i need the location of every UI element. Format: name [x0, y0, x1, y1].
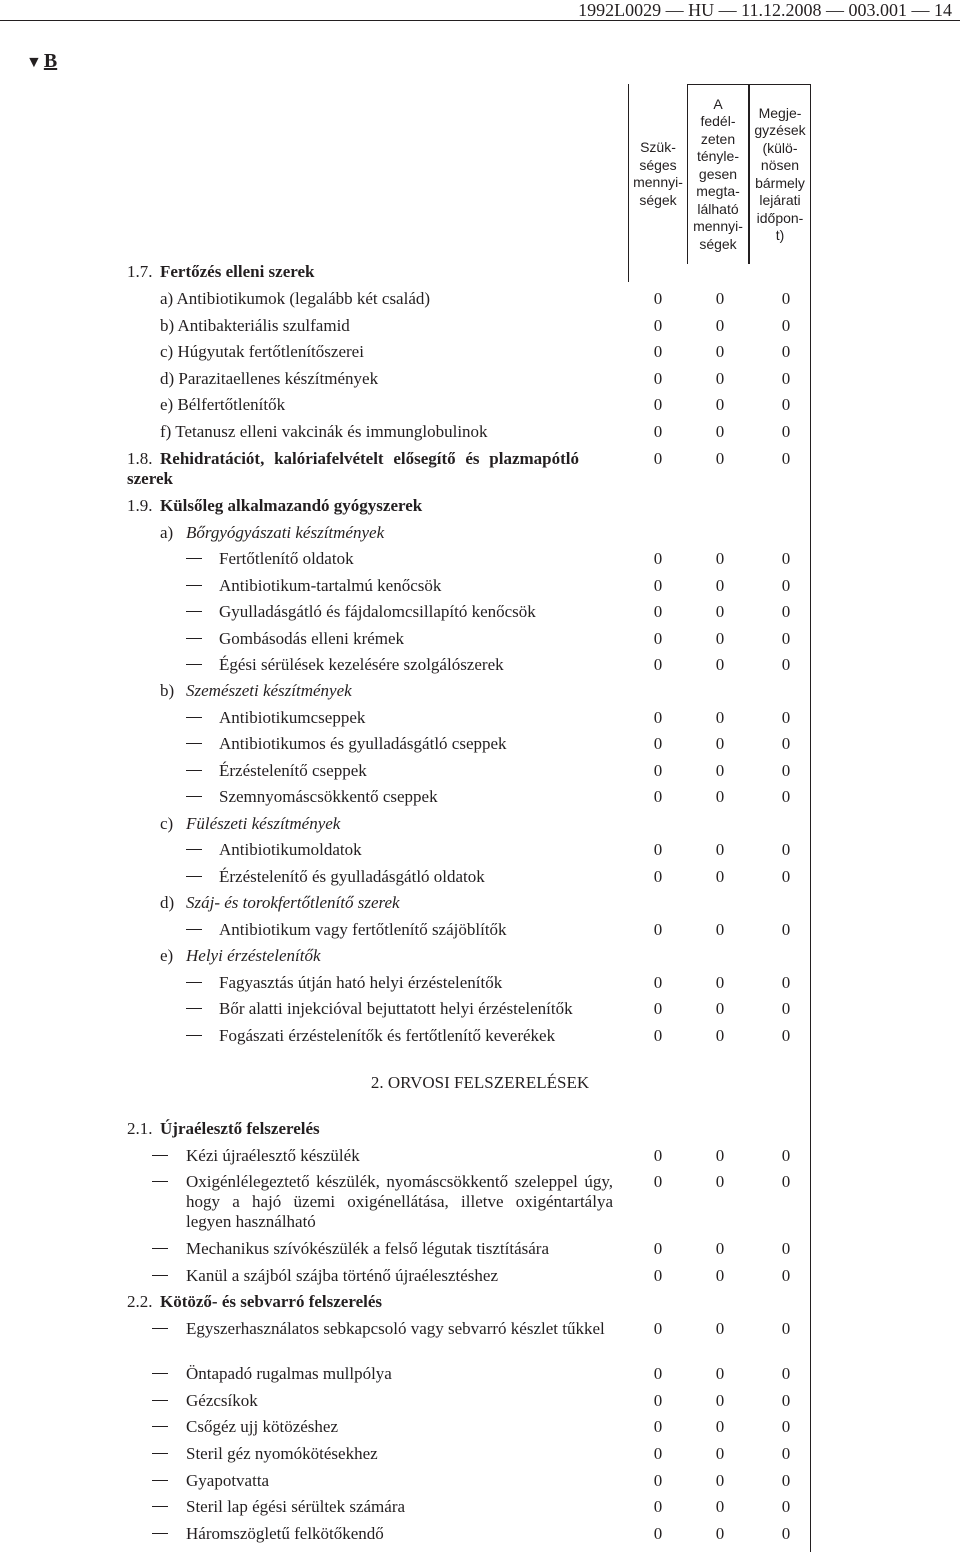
quantity-value: 0	[653, 1497, 663, 1516]
quantity-value: 0	[781, 1444, 791, 1463]
item-label: Oxigénlélegeztető készülék, nyomáscsökkentő szeleppel úgy, hogy a hajó üzemi oxigénellátása, illetve oxigéntartálya legyen használható	[186, 1172, 613, 1231]
dash-bullet	[186, 770, 202, 771]
item-label: Háromszögletű felkötőkendő	[186, 1524, 384, 1543]
item-label: Fogászati érzéstelenítők és fertőtlenítő keverékek	[219, 1026, 556, 1045]
dash-bullet	[186, 1008, 202, 1009]
quantity-value: 0	[653, 449, 663, 468]
quantity-value: 0	[715, 708, 725, 727]
item-label: Antibiotikum-tartalmú kenőcsök	[219, 576, 442, 595]
quantity-value: 0	[653, 655, 663, 674]
quantity-value: 0	[653, 1319, 663, 1338]
quantity-value: 0	[781, 999, 791, 1018]
document-reference-header: 1992L0029 — HU — 11.12.2008 — 003.001 — 14	[0, 0, 960, 21]
dash-bullet	[152, 1480, 168, 1481]
quantity-value: 0	[781, 602, 791, 621]
subsection-title: Helyi érzéstelenítők	[186, 946, 321, 965]
quantity-value: 0	[653, 576, 663, 595]
quantity-value: 0	[653, 1524, 663, 1543]
quantity-value: 0	[715, 999, 725, 1018]
dash-bullet	[152, 1400, 168, 1401]
dash-bullet	[186, 664, 202, 665]
quantity-value: 0	[653, 1364, 663, 1383]
quantity-value: 0	[653, 422, 663, 441]
quantity-value: 0	[781, 395, 791, 414]
item-label: Égési sérülések kezelésére szolgálószerek	[219, 655, 504, 674]
quantity-value: 0	[653, 1471, 663, 1490]
item-label: e) Bélfertőtlenítők	[160, 395, 286, 414]
quantity-value: 0	[715, 761, 725, 780]
section-number: 2.2.	[127, 1292, 153, 1311]
quantity-value: 0	[781, 1319, 791, 1338]
section-title: Fertőzés elleni szerek	[160, 262, 315, 281]
item-label: a) Antibiotikumok (legalább két család)	[160, 289, 431, 308]
quantity-value: 0	[715, 629, 725, 648]
dash-bullet	[186, 982, 202, 983]
item-label: Antibiotikumcseppek	[219, 708, 366, 727]
item-label: Kézi újraélesztő készülék	[186, 1146, 360, 1165]
quantity-value: 0	[715, 1239, 725, 1258]
section-number: 1.7.	[127, 262, 153, 281]
quantity-value: 0	[715, 342, 725, 361]
quantity-value: 0	[781, 708, 791, 727]
quantity-value: 0	[653, 867, 663, 886]
quantity-value: 0	[781, 289, 791, 308]
item-label: Mechanikus szívókészülék a felső légutak tisztítására	[186, 1239, 550, 1258]
dash-bullet	[152, 1155, 168, 1156]
dash-bullet	[186, 611, 202, 612]
item-label: Gézcsíkok	[186, 1391, 258, 1410]
item-label: Gyapotvatta	[186, 1471, 270, 1490]
quantity-value: 0	[653, 999, 663, 1018]
quantity-value: 0	[653, 920, 663, 939]
subsection-letter: a)	[160, 523, 174, 542]
quantity-value: 0	[715, 549, 725, 568]
dash-bullet	[152, 1181, 168, 1182]
item-label: Kanül a szájból szájba történő újraélesztéshez	[186, 1266, 499, 1285]
item-label: Antibiotikumos és gyulladásgátló cseppek	[219, 734, 507, 753]
quantity-value: 0	[715, 316, 725, 335]
quantity-value: 0	[781, 1146, 791, 1165]
dash-bullet	[186, 717, 202, 718]
section-title: Külsőleg alkalmazandó gyógyszerek	[160, 496, 423, 515]
quantity-value: 0	[653, 1391, 663, 1410]
quantity-value: 0	[715, 1026, 725, 1045]
column-header-required: Szük- séges mennyi- ségek	[628, 84, 687, 264]
quantity-value: 0	[715, 840, 725, 859]
quantity-value: 0	[781, 1239, 791, 1258]
quantity-value: 0	[653, 549, 663, 568]
quantity-value: 0	[715, 1319, 725, 1338]
item-label: Fagyasztás útján ható helyi érzéstelenítők	[219, 973, 503, 992]
section-number: 1.9.	[127, 496, 153, 515]
quantity-value: 0	[715, 920, 725, 939]
quantity-value: 0	[653, 1266, 663, 1285]
quantity-value: 0	[781, 549, 791, 568]
quantity-value: 0	[781, 422, 791, 441]
quantity-value: 0	[715, 1471, 725, 1490]
quantity-value: 0	[781, 840, 791, 859]
subsection-title: Szemészeti készítmények	[186, 681, 352, 700]
item-label: c) Húgyutak fertőtlenítőszerei	[160, 342, 364, 361]
item-label: Antibiotikumoldatok	[219, 840, 362, 859]
dash-bullet	[186, 796, 202, 797]
quantity-value: 0	[781, 342, 791, 361]
section-title: Rehidratációt, kalóriafelvételt elősegítő és plazmapótló szerek	[127, 449, 579, 488]
quantity-value: 0	[781, 973, 791, 992]
quantity-value: 0	[781, 734, 791, 753]
quantity-value: 0	[715, 734, 725, 753]
quantity-value: 0	[653, 395, 663, 414]
quantity-value: 0	[653, 1239, 663, 1258]
quantity-value: 0	[781, 920, 791, 939]
dash-bullet	[152, 1248, 168, 1249]
quantity-value: 0	[653, 629, 663, 648]
quantity-value: 0	[715, 1146, 725, 1165]
quantity-value: 0	[781, 1172, 791, 1191]
quantity-value: 0	[653, 342, 663, 361]
subsection-title: Fülészeti készítmények	[186, 814, 341, 833]
quantity-value: 0	[715, 655, 725, 674]
quantity-value: 0	[715, 1364, 725, 1383]
quantity-value: 0	[781, 787, 791, 806]
dash-bullet	[152, 1328, 168, 1329]
quantity-value: 0	[715, 1172, 725, 1191]
quantity-value: 0	[653, 1444, 663, 1463]
section-title: Kötöző- és sebvarró felszerelés	[160, 1292, 383, 1311]
column-header-onboard: A fedél- zeten tényle- gesen megta- lálható mennyi- ségek	[687, 84, 749, 264]
quantity-value: 0	[715, 867, 725, 886]
subsection-title: Bőrgyógyászati készítmények	[186, 523, 385, 542]
quantity-value: 0	[781, 316, 791, 335]
chapter-title: 2. ORVOSI FELSZERELÉSEK	[370, 1073, 590, 1092]
quantity-value: 0	[781, 1391, 791, 1410]
quantity-value: 0	[715, 422, 725, 441]
dash-bullet	[186, 849, 202, 850]
quantity-value: 0	[653, 1172, 663, 1191]
quantity-value: 0	[715, 395, 725, 414]
item-label: Steril géz nyomókötésekhez	[186, 1444, 378, 1463]
quantity-value: 0	[715, 1417, 725, 1436]
down-triangle-icon: ▼	[26, 54, 42, 71]
quantity-value: 0	[715, 1524, 725, 1543]
column-header-notes: Megje- gyzések (külö- nösen bármely lejárati időpon- t)	[749, 84, 811, 264]
quantity-value: 0	[715, 1391, 725, 1410]
quantity-value: 0	[653, 761, 663, 780]
dash-bullet	[186, 585, 202, 586]
subsection-title: Száj- és torokfertőtlenítő szerek	[186, 893, 400, 912]
quantity-value: 0	[653, 1417, 663, 1436]
dash-bullet	[152, 1453, 168, 1454]
item-label: Steril lap égési sérültek számára	[186, 1497, 406, 1516]
dash-bullet	[152, 1506, 168, 1507]
quantity-value: 0	[715, 369, 725, 388]
quantity-value: 0	[715, 449, 725, 468]
dash-bullet	[186, 558, 202, 559]
quantity-value: 0	[653, 1146, 663, 1165]
subsection-letter: c)	[160, 814, 174, 833]
item-label: Bőr alatti injekcióval bejuttatott helyi érzéstelenítők	[219, 999, 573, 1018]
column-divider	[628, 264, 629, 282]
quantity-value: 0	[715, 576, 725, 595]
quantity-value: 0	[781, 1364, 791, 1383]
quantity-value: 0	[781, 1524, 791, 1543]
quantity-value: 0	[653, 734, 663, 753]
quantity-value: 0	[781, 369, 791, 388]
quantity-value: 0	[781, 1266, 791, 1285]
item-label: Érzéstelenítő és gyulladásgátló oldatok	[219, 867, 485, 886]
quantity-value: 0	[781, 449, 791, 468]
quantity-value: 0	[781, 1026, 791, 1045]
dash-bullet	[186, 638, 202, 639]
item-label: f) Tetanusz elleni vakcinák és immunglobulinok	[160, 422, 488, 441]
item-label: Fertőtlenítő oldatok	[219, 549, 354, 568]
quantity-value: 0	[781, 1497, 791, 1516]
column-divider	[810, 264, 811, 1552]
dash-bullet	[186, 1035, 202, 1036]
dash-bullet	[186, 929, 202, 930]
item-label: Öntapadó rugalmas mullpólya	[186, 1364, 392, 1383]
quantity-value: 0	[781, 576, 791, 595]
quantity-value: 0	[653, 602, 663, 621]
quantity-value: 0	[715, 602, 725, 621]
quantity-value: 0	[653, 1026, 663, 1045]
quantity-value: 0	[781, 629, 791, 648]
quantity-value: 0	[715, 787, 725, 806]
item-label: Gyulladásgátló és fájdalomcsillapító kenőcsök	[219, 602, 536, 621]
marker-letter: B	[43, 50, 58, 72]
dash-bullet	[186, 876, 202, 877]
item-label: d) Parazitaellenes készítmények	[160, 369, 379, 388]
item-label: Szemnyomáscsökkentő cseppek	[219, 787, 438, 806]
item-label: Antibiotikum vagy fertőtlenítő szájöblítők	[219, 920, 507, 939]
quantity-value: 0	[781, 761, 791, 780]
quantity-value: 0	[781, 1471, 791, 1490]
section-number: 2.1.	[127, 1119, 153, 1138]
item-label: Gombásodás elleni krémek	[219, 629, 405, 648]
quantity-value: 0	[653, 973, 663, 992]
quantity-value: 0	[653, 840, 663, 859]
quantity-value: 0	[653, 369, 663, 388]
dash-bullet	[152, 1533, 168, 1534]
quantity-value: 0	[715, 1266, 725, 1285]
dash-bullet	[186, 743, 202, 744]
amendment-marker	[26, 50, 57, 73]
quantity-value: 0	[715, 1497, 725, 1516]
quantity-value: 0	[653, 316, 663, 335]
item-label: Érzéstelenítő cseppek	[219, 761, 367, 780]
quantity-value: 0	[653, 708, 663, 727]
subsection-letter: d)	[160, 893, 175, 912]
item-label: b) Antibakteriális szulfamid	[160, 316, 350, 335]
dash-bullet	[152, 1373, 168, 1374]
dash-bullet	[152, 1275, 168, 1276]
subsection-letter: e)	[160, 946, 174, 965]
quantity-value: 0	[781, 1417, 791, 1436]
item-label: Csőgéz ujj kötözéshez	[186, 1417, 339, 1436]
item-label: Egyszerhasználatos sebkapcsoló vagy sebvarró készlet tűkkel	[186, 1319, 605, 1338]
dash-bullet	[152, 1426, 168, 1427]
quantity-value: 0	[653, 787, 663, 806]
quantity-value: 0	[653, 289, 663, 308]
quantity-value: 0	[715, 973, 725, 992]
quantity-value: 0	[715, 289, 725, 308]
subsection-letter: b)	[160, 681, 175, 700]
quantity-value: 0	[781, 867, 791, 886]
quantity-value: 0	[781, 655, 791, 674]
section-title: Újraélesztő felszerelés	[160, 1119, 320, 1138]
quantity-value: 0	[715, 1444, 725, 1463]
section-number: 1.8.	[127, 449, 153, 468]
